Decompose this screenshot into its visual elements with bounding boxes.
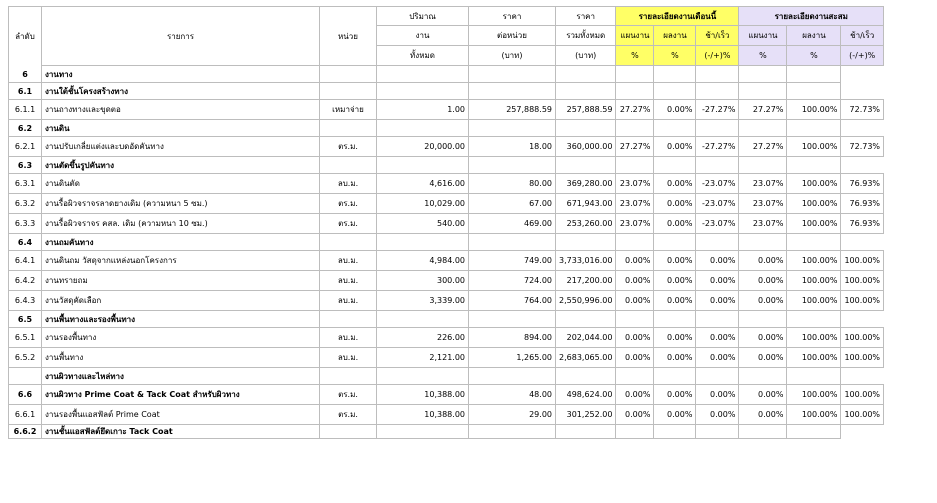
cell-m-diff: 0.00% — [696, 251, 739, 271]
cell-empty — [616, 157, 654, 174]
cell-empty — [320, 83, 377, 100]
cell-m-diff: 0.00% — [696, 385, 739, 405]
cell-empty — [739, 157, 787, 174]
cell-empty — [654, 83, 696, 100]
cell-c-result: 100.00% — [787, 348, 841, 368]
cell-m-plan: 27.27% — [616, 100, 654, 120]
cell-c-diff: 76.93% — [841, 214, 884, 234]
cell-empty — [556, 234, 616, 251]
cell-m-diff: -27.27% — [696, 137, 739, 157]
cell-c-diff: 100.00% — [841, 291, 884, 311]
cell-item: งานถางทางและขุดตอ — [42, 100, 320, 120]
section-row — [9, 234, 884, 251]
section-row — [9, 120, 884, 137]
section-row — [9, 311, 884, 328]
cell-m-result: 0.00% — [654, 137, 696, 157]
cell-m-plan: 0.00% — [616, 291, 654, 311]
header-unitprice-3: (บาท) — [469, 46, 556, 66]
cell-empty — [696, 425, 739, 439]
cell-qty: 300.00 — [377, 271, 469, 291]
cell-total: 217,200.00 — [556, 271, 616, 291]
cell-m-result: 0.00% — [654, 174, 696, 194]
cell-no: 6.5.2 — [9, 348, 42, 368]
header-qty-1: ปริมาณ — [377, 7, 469, 26]
cell-c-diff: 100.00% — [841, 271, 884, 291]
cell-no: 6.1 — [9, 83, 42, 100]
cell-unitprice: 749.00 — [469, 251, 556, 271]
cell-qty: 10,388.00 — [377, 385, 469, 405]
cell-c-plan: 0.00% — [739, 385, 787, 405]
cell-empty — [469, 66, 556, 83]
cell-m-plan: 23.07% — [616, 214, 654, 234]
header-monthly-unit-result: % — [654, 46, 696, 66]
cell-empty — [616, 311, 654, 328]
cell-item: งานทาง — [42, 66, 320, 83]
cell-empty — [696, 83, 739, 100]
cell-m-diff: 0.00% — [696, 291, 739, 311]
header-unitprice-2: ต่อหน่วย — [469, 26, 556, 46]
cell-item: งานผิวทางและไหล่ทาง — [42, 368, 320, 385]
cell-qty: 4,616.00 — [377, 174, 469, 194]
cell-m-plan: 0.00% — [616, 328, 654, 348]
cell-empty — [556, 368, 616, 385]
cell-m-result: 0.00% — [654, 251, 696, 271]
cell-empty — [320, 66, 377, 83]
header-monthly-slowfast: ช้า/เร็ว — [696, 26, 739, 46]
cell-empty — [377, 157, 469, 174]
header-total-3: (บาท) — [556, 46, 616, 66]
cell-unitprice: 18.00 — [469, 137, 556, 157]
cell-item: งานรื้อผิวจราจรลาดยางเดิม (ความหนา 5 ซม.) — [42, 194, 320, 214]
cell-empty — [320, 425, 377, 439]
cell-no: 6.5 — [9, 311, 42, 328]
cell-no: 6.3.2 — [9, 194, 42, 214]
cell-empty — [739, 83, 787, 100]
cell-empty — [556, 311, 616, 328]
header-no: ลำดับ — [9, 7, 42, 66]
cell-c-diff: 72.73% — [841, 137, 884, 157]
section-row — [9, 157, 884, 174]
cell-empty — [469, 425, 556, 439]
cell-total: 253,260.00 — [556, 214, 616, 234]
cell-m-result: 0.00% — [654, 348, 696, 368]
cell-empty — [616, 120, 654, 137]
cell-no: 6.1.1 — [9, 100, 42, 120]
header-qty-2: งาน — [377, 26, 469, 46]
cell-c-diff: 72.73% — [841, 100, 884, 120]
cell-empty — [556, 157, 616, 174]
cell-c-result: 100.00% — [787, 174, 841, 194]
cell-empty — [739, 425, 787, 439]
table-row — [9, 174, 884, 194]
cell-no: 6.4 — [9, 234, 42, 251]
cell-empty — [696, 66, 739, 83]
table-row — [9, 328, 884, 348]
cell-qty: 10,388.00 — [377, 405, 469, 425]
cell-m-diff: 0.00% — [696, 271, 739, 291]
cell-c-result: 100.00% — [787, 251, 841, 271]
cell-m-plan: 0.00% — [616, 348, 654, 368]
cell-empty — [556, 120, 616, 137]
cell-empty — [377, 120, 469, 137]
cell-unitprice: 48.00 — [469, 385, 556, 405]
cell-empty — [469, 157, 556, 174]
cell-empty — [787, 83, 841, 100]
header-monthly-result: ผลงาน — [654, 26, 696, 46]
cell-m-diff: 0.00% — [696, 328, 739, 348]
cell-m-diff: 0.00% — [696, 348, 739, 368]
cell-m-plan: 23.07% — [616, 194, 654, 214]
cell-item: งานดินถม วัสดุจากแหล่งนอกโครงการ — [42, 251, 320, 271]
cell-unit: ตร.ม. — [320, 405, 377, 425]
cell-total: 498,624.00 — [556, 385, 616, 405]
cell-unit: ตร.ม. — [320, 214, 377, 234]
cell-c-plan: 0.00% — [739, 291, 787, 311]
cell-empty — [739, 368, 787, 385]
header-monthly-title: รายละเอียดงานเดือนนี้ — [616, 7, 739, 26]
cell-qty: 226.00 — [377, 328, 469, 348]
cell-total: 360,000.00 — [556, 137, 616, 157]
cell-empty — [469, 368, 556, 385]
cell-m-diff: 0.00% — [696, 405, 739, 425]
cell-c-result: 100.00% — [787, 214, 841, 234]
cell-total: 671,943.00 — [556, 194, 616, 214]
header-monthly-unit-diff: (-/+)% — [696, 46, 739, 66]
cell-empty — [696, 234, 739, 251]
cell-item: งานพื้นทางและรองพื้นทาง — [42, 311, 320, 328]
cell-c-result: 100.00% — [787, 100, 841, 120]
cell-c-plan: 27.27% — [739, 100, 787, 120]
cell-empty — [616, 66, 654, 83]
cell-empty — [654, 311, 696, 328]
cell-empty — [616, 425, 654, 439]
cell-c-result: 100.00% — [787, 385, 841, 405]
cell-qty: 540.00 — [377, 214, 469, 234]
cell-m-plan: 0.00% — [616, 385, 654, 405]
cell-empty — [616, 234, 654, 251]
cell-no: 6.2 — [9, 120, 42, 137]
section-row — [9, 66, 884, 83]
cell-qty: 3,339.00 — [377, 291, 469, 311]
cell-c-plan: 0.00% — [739, 348, 787, 368]
header-total-1: ราคา — [469, 7, 556, 26]
table-row — [9, 271, 884, 291]
cell-empty — [320, 311, 377, 328]
cell-c-plan: 23.07% — [739, 174, 787, 194]
cell-c-plan: 0.00% — [739, 271, 787, 291]
cell-c-diff: 100.00% — [841, 348, 884, 368]
header-qty-3: ทั้งหมด — [377, 46, 469, 66]
cell-item: งานดิน — [42, 120, 320, 137]
cell-m-plan: 0.00% — [616, 405, 654, 425]
cell-c-result: 100.00% — [787, 137, 841, 157]
cell-unitprice: 80.00 — [469, 174, 556, 194]
cell-qty: 10,029.00 — [377, 194, 469, 214]
table-row — [9, 194, 884, 214]
cell-empty — [654, 234, 696, 251]
cell-unit: ลบ.ม. — [320, 271, 377, 291]
cell-total: 369,280.00 — [556, 174, 616, 194]
cell-empty — [696, 157, 739, 174]
header-unitprice-1: ราคา — [556, 7, 616, 26]
cell-m-plan: 23.07% — [616, 174, 654, 194]
cell-item: งานทรายถม — [42, 271, 320, 291]
cell-no: 6.3 — [9, 157, 42, 174]
header-cumulative-title: รายละเอียดงานสะสม — [739, 7, 884, 26]
table-row — [9, 348, 884, 368]
cell-m-plan: 0.00% — [616, 251, 654, 271]
cell-no: 6.4.2 — [9, 271, 42, 291]
header-cumulative-result: ผลงาน — [787, 26, 841, 46]
header-cumulative-plan: แผนงาน — [739, 26, 787, 46]
cell-empty — [556, 83, 616, 100]
cell-unit: ลบ.ม. — [320, 328, 377, 348]
cell-c-diff: 76.93% — [841, 174, 884, 194]
cell-empty — [556, 66, 616, 83]
cell-no: 6.4.3 — [9, 291, 42, 311]
cell-empty — [320, 120, 377, 137]
cell-m-result: 0.00% — [654, 194, 696, 214]
cell-m-diff: -23.07% — [696, 214, 739, 234]
table-row — [9, 137, 884, 157]
cell-item: งานดินตัด — [42, 174, 320, 194]
cell-item: งานชั้นแอสฟัลต์ยึดเกาะ Tack Coat — [42, 425, 320, 439]
cell-c-result: 100.00% — [787, 271, 841, 291]
cell-no: 6.3.3 — [9, 214, 42, 234]
cell-unitprice: 894.00 — [469, 328, 556, 348]
cell-m-plan: 27.27% — [616, 137, 654, 157]
cell-unit: เหมาจ่าย — [320, 100, 377, 120]
cell-c-plan: 0.00% — [739, 328, 787, 348]
cell-empty — [377, 311, 469, 328]
cell-no: 6 — [9, 66, 42, 83]
cell-empty — [377, 66, 469, 83]
table-row — [9, 100, 884, 120]
cell-m-result: 0.00% — [654, 100, 696, 120]
cell-item: งานรื้อผิวจราจร คสล. เดิม (ความหนา 10 ซม.) — [42, 214, 320, 234]
cell-empty — [787, 234, 841, 251]
header-row-1 — [9, 7, 884, 26]
cell-empty — [739, 311, 787, 328]
header-item: รายการ — [42, 7, 320, 66]
cell-unitprice: 257,888.59 — [469, 100, 556, 120]
cell-m-result: 0.00% — [654, 328, 696, 348]
cell-empty — [739, 66, 787, 83]
cell-empty — [739, 234, 787, 251]
cell-total: 202,044.00 — [556, 328, 616, 348]
cell-m-plan: 0.00% — [616, 271, 654, 291]
cell-m-result: 0.00% — [654, 405, 696, 425]
cell-c-plan: 0.00% — [739, 251, 787, 271]
cell-item: งานถมคันทาง — [42, 234, 320, 251]
cell-empty — [787, 311, 841, 328]
cell-unit: ลบ.ม. — [320, 348, 377, 368]
cell-c-plan: 23.07% — [739, 194, 787, 214]
cell-empty — [469, 234, 556, 251]
cell-total: 257,888.59 — [556, 100, 616, 120]
cell-m-result: 0.00% — [654, 271, 696, 291]
cell-c-result: 100.00% — [787, 405, 841, 425]
cell-total: 2,683,065.00 — [556, 348, 616, 368]
cell-unit: ลบ.ม. — [320, 291, 377, 311]
cell-empty — [787, 368, 841, 385]
header-cumulative-unit-plan: % — [739, 46, 787, 66]
cell-no — [9, 368, 42, 385]
table-row — [9, 291, 884, 311]
cell-empty — [377, 234, 469, 251]
cell-m-result: 0.00% — [654, 214, 696, 234]
cell-unit: ลบ.ม. — [320, 174, 377, 194]
cell-item: งานรองพื้นทาง — [42, 328, 320, 348]
cell-empty — [377, 368, 469, 385]
cell-unitprice: 469.00 — [469, 214, 556, 234]
cell-empty — [654, 157, 696, 174]
cell-m-diff: -23.07% — [696, 174, 739, 194]
cell-empty — [696, 120, 739, 137]
cell-qty: 20,000.00 — [377, 137, 469, 157]
cell-c-result: 100.00% — [787, 328, 841, 348]
cell-c-result: 100.00% — [787, 291, 841, 311]
cell-empty — [654, 120, 696, 137]
cell-empty — [469, 311, 556, 328]
cell-empty — [696, 311, 739, 328]
cell-m-result: 0.00% — [654, 291, 696, 311]
cell-item: งานใต้ชั้นโครงสร้างทาง — [42, 83, 320, 100]
cell-empty — [787, 157, 841, 174]
cell-m-result: 0.00% — [654, 385, 696, 405]
cell-c-diff: 76.93% — [841, 194, 884, 214]
cell-empty — [739, 120, 787, 137]
cell-c-diff: 100.00% — [841, 405, 884, 425]
header-cumulative-slowfast: ช้า/เร็ว — [841, 26, 884, 46]
cell-unit: ตร.ม. — [320, 137, 377, 157]
cell-c-diff: 100.00% — [841, 251, 884, 271]
cell-unit: ตร.ม. — [320, 194, 377, 214]
cell-item: งานปรับเกลี่ยแต่งและบดอัดคันทาง — [42, 137, 320, 157]
cell-empty — [616, 83, 654, 100]
cell-empty — [654, 425, 696, 439]
table-row — [9, 385, 884, 405]
cell-empty — [654, 66, 696, 83]
section-row — [9, 425, 884, 439]
cell-c-plan: 0.00% — [739, 405, 787, 425]
cell-total: 3,733,016.00 — [556, 251, 616, 271]
cell-empty — [787, 66, 841, 83]
cell-empty — [320, 157, 377, 174]
cell-m-diff: -23.07% — [696, 194, 739, 214]
cell-c-plan: 27.27% — [739, 137, 787, 157]
cell-unitprice: 764.00 — [469, 291, 556, 311]
cell-empty — [556, 425, 616, 439]
cell-qty: 4,984.00 — [377, 251, 469, 271]
header-unit: หน่วย — [320, 7, 377, 66]
table-row — [9, 214, 884, 234]
cell-item: งานตัดขึ้นรูปคันทาง — [42, 157, 320, 174]
cell-no: 6.3.1 — [9, 174, 42, 194]
spreadsheet-table — [8, 6, 884, 439]
cell-empty — [320, 234, 377, 251]
cell-total: 2,550,996.00 — [556, 291, 616, 311]
header-monthly-unit-plan: % — [616, 46, 654, 66]
cell-no: 6.4.1 — [9, 251, 42, 271]
table-row — [9, 405, 884, 425]
header-total-2: รวมทั้งหมด — [556, 26, 616, 46]
cell-total: 301,252.00 — [556, 405, 616, 425]
cell-item: งานวัสดุคัดเลือก — [42, 291, 320, 311]
cell-empty — [787, 120, 841, 137]
cell-empty — [320, 368, 377, 385]
section-row — [9, 368, 884, 385]
cell-unit: ตร.ม. — [320, 385, 377, 405]
cell-qty: 1.00 — [377, 100, 469, 120]
cell-item: งานผิวทาง Prime Coat & Tack Coat สำหรับผิวทาง — [42, 385, 320, 405]
cell-c-diff: 100.00% — [841, 328, 884, 348]
header-cumulative-unit-diff: (-/+)% — [841, 46, 884, 66]
cell-c-diff: 100.00% — [841, 385, 884, 405]
header-monthly-plan: แผนงาน — [616, 26, 654, 46]
cell-empty — [654, 368, 696, 385]
cell-no: 6.6 — [9, 385, 42, 405]
cell-unitprice: 1,265.00 — [469, 348, 556, 368]
cell-empty — [616, 368, 654, 385]
cell-empty — [377, 83, 469, 100]
cell-c-plan: 23.07% — [739, 214, 787, 234]
cell-empty — [377, 425, 469, 439]
cell-item: งานพื้นทาง — [42, 348, 320, 368]
cell-no: 6.6.2 — [9, 425, 42, 439]
cell-empty — [469, 120, 556, 137]
cell-item: งานรองพื้นแอสฟัลต์ Prime Coat — [42, 405, 320, 425]
cell-no: 6.5.1 — [9, 328, 42, 348]
header-cumulative-unit-result: % — [787, 46, 841, 66]
cell-empty — [469, 83, 556, 100]
cell-no: 6.6.1 — [9, 405, 42, 425]
cell-m-diff: -27.27% — [696, 100, 739, 120]
table-row — [9, 251, 884, 271]
section-row — [9, 83, 884, 100]
cell-unitprice: 67.00 — [469, 194, 556, 214]
cell-empty — [787, 425, 841, 439]
cell-no: 6.2.1 — [9, 137, 42, 157]
cell-c-result: 100.00% — [787, 194, 841, 214]
cell-unitprice: 29.00 — [469, 405, 556, 425]
cell-unitprice: 724.00 — [469, 271, 556, 291]
cell-empty — [696, 368, 739, 385]
cell-unit: ลบ.ม. — [320, 251, 377, 271]
cell-qty: 2,121.00 — [377, 348, 469, 368]
